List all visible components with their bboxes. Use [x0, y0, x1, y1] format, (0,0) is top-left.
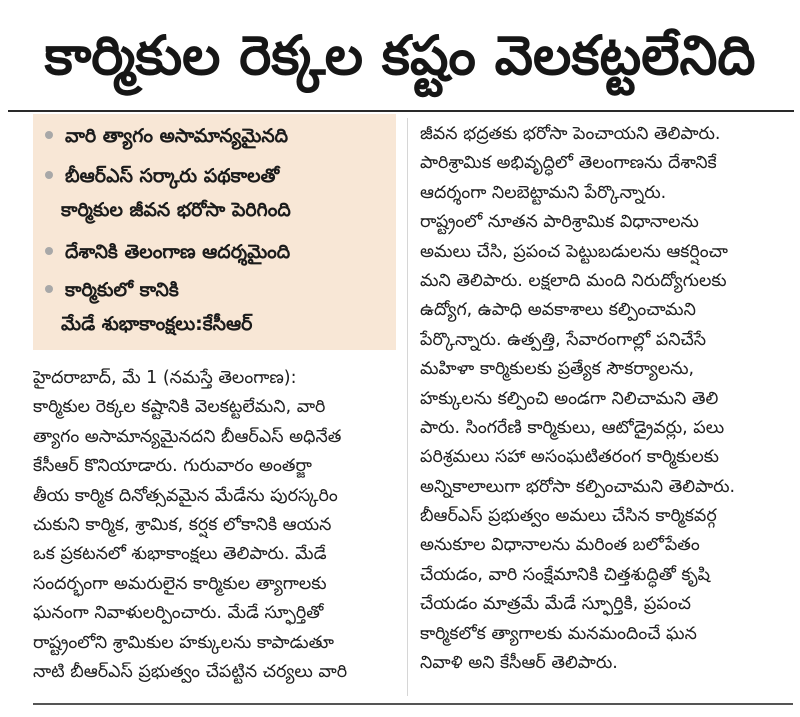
- body-line: జీవన భద్రతకు భరోసా పెంచాయని తెలిపారు.: [420, 124, 721, 144]
- body-line: ఘనంగా నివాళులర్పించారు. మేడే స్ఫూర్తితో: [33, 603, 324, 624]
- right-column: [420, 120, 785, 678]
- top-rule: [8, 110, 794, 112]
- highlight-item: వారి త్యాగం అసామాన్యమైనది: [33, 122, 396, 150]
- body-line: అనుకూల విధానాలను మరింత బలోపేతం: [420, 535, 700, 556]
- body-line: నాటి బీఆర్‌ఎస్‌ ప్రభుత్వం చేపట్టిన చర్యలు వారి: [33, 661, 348, 682]
- highlight-item: కార్మికులో కానికి: [33, 276, 396, 304]
- highlight-item-cont: మేడే శుభాకాంక్షలు:కేసీఆర్‌: [61, 313, 253, 335]
- bullet-icon: [45, 171, 53, 179]
- body-line: బీఆర్‌ఎస్‌ ప్రభుత్వం అమలు చేసిన కార్మికవర్గ: [420, 506, 717, 527]
- body-line: కార్మికలోక త్యాగాలకు మనమందించే ఘన: [420, 623, 697, 644]
- body-line: కార్మికుల రెక్కల కష్టానికి వెలకట్టలేమని, వారి: [33, 397, 326, 418]
- column-divider: [407, 118, 408, 696]
- body-line: చుకుని కార్మిక, శ్రామిక, కర్షక లోకానికి ఆయన: [33, 514, 332, 535]
- body-line: సందర్భంగా అమరులైన కార్మికుల త్యాగాలకు: [33, 573, 327, 594]
- body-line: హైదరాబాద్‌, మే 1 (నమస్తే తెలంగాణ):: [33, 368, 297, 388]
- body-line: నివాళి అని కేసీఆర్‌ తెలిపారు.: [420, 653, 618, 674]
- highlight-item: బీఆర్‌ఎస్‌ సర్కారు పథకాలతో: [33, 162, 396, 190]
- body-line: కేసీఆర్‌ కొనియాడారు. గురువారం అంతర్జా: [33, 456, 312, 477]
- bullet-icon: [45, 285, 53, 293]
- body-line: చేయడం మాత్రమే మేడే స్ఫూర్తికి, ప్రపంచ: [420, 594, 691, 615]
- headline: కార్మికుల రెక్కల కష్టం వెలకట్టలేనిది: [44, 24, 756, 87]
- body-line: ఆదర్శంగా నిలబెట్టామని పేర్కొన్నారు.: [420, 182, 667, 203]
- body-line: హక్కులను కల్పించి అండగా నిలిచామని తెలి: [420, 388, 719, 409]
- highlights-box: [33, 114, 396, 350]
- body-line: ఒక ప్రకటనలో శుభాకాంక్షలు తెలిపారు. మేడే: [33, 544, 327, 565]
- body-line: తీయ కార్మిక దినోత్సవమైన మేడేను పురస్కరిం: [33, 485, 338, 506]
- body-line: మహిళా కార్మికులకు ప్రత్యేక సౌకర్యాలను,: [420, 359, 695, 380]
- body-line: పరిశ్రమలు సహా అసంఘటితరంగ కార్మికులకు: [420, 447, 719, 468]
- body-line: చేయడం, వారి సంక్షేమానికి చిత్తశుద్ధితో కృషి: [420, 564, 710, 585]
- body-line: అన్నికాలాలుగా భరోసా కల్పించామని తెలిపారు.: [420, 476, 736, 497]
- body-line: అమలు చేసి, ప్రపంచ పెట్టుబడులను ఆకర్షించా: [420, 241, 728, 262]
- body-line: పేర్కొన్నారు. ఉత్పత్తి, సేవారంగాల్లో పనిచేసే: [420, 329, 707, 350]
- body-line: రాష్ట్రంలో నూతన పారిశ్రామిక విధానాలను: [420, 212, 699, 233]
- body-line: పారిశ్రామిక అభివృద్ధిలో తెలంగాణను దేశానికే: [420, 153, 717, 174]
- body-line: పారు. సింగరేణి కార్మికులు, ఆటోడ్రైవర్లు, పలు: [420, 417, 725, 438]
- bullet-icon: [45, 131, 53, 139]
- highlight-item-cont: కార్మికుల జీవన భరోసా పెరిగింది: [61, 199, 291, 221]
- body-line: మని తెలిపారు. లక్షలాది మంది నిరుద్యోగులకు: [420, 270, 727, 291]
- bullet-icon: [45, 247, 53, 255]
- highlight-item: దేశానికి తెలంగాణ ఆదర్శమైంది: [33, 238, 396, 266]
- left-column: [33, 364, 398, 687]
- bottom-rule: [33, 703, 793, 705]
- body-line: త్యాగం అసామాన్యమైనదని బీఆర్‌ఎస్‌ అధినేత: [33, 426, 342, 447]
- body-line: రాష్ట్రంలోని శ్రామికుల హక్కులను కాపాడుతూ: [33, 632, 334, 653]
- body-line: ఉద్యోగ, ఉపాధి అవకాశాలు కల్పించామని: [420, 300, 696, 321]
